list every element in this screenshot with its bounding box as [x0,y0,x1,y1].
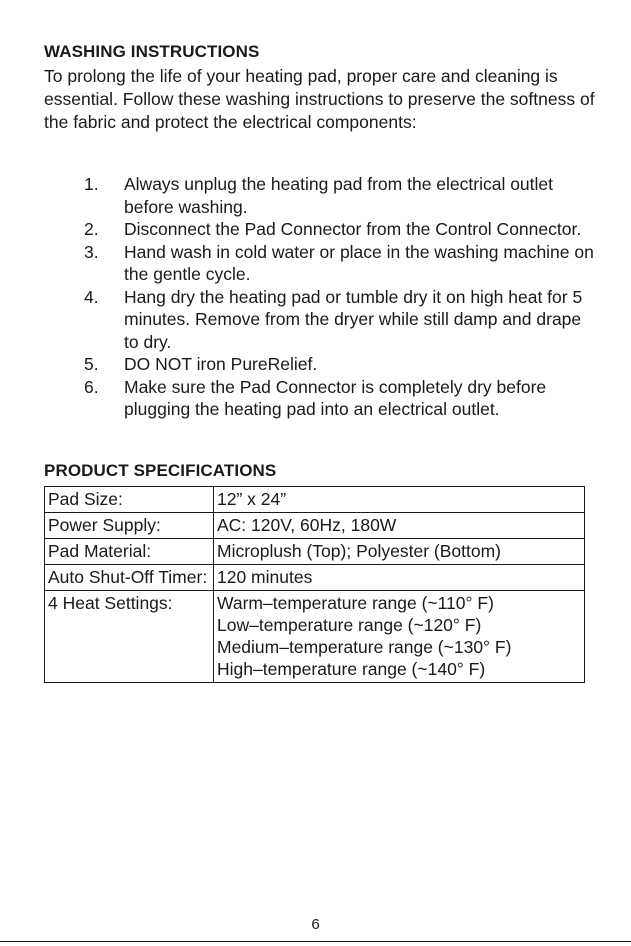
spec-value [214,591,585,683]
step-text: Always unplug the heating pad from the electrical outlet before washing. [124,174,554,217]
step-number: 3. [84,241,99,262]
heat-setting-line: Medium–temperature range (~130° F) [217,637,512,657]
specifications-table [44,486,585,683]
list-item [84,286,594,354]
heat-setting-line: Low–temperature range (~120° F) [217,615,482,635]
page-number: 6 [311,916,320,933]
washing-instructions-heading: WASHING INSTRUCTIONS [44,42,260,61]
table-row [45,565,585,591]
heat-setting-line: High–temperature range (~140° F) [217,659,486,679]
table-row [45,513,585,539]
list-item [84,241,594,286]
step-number: 6. [84,376,99,397]
table-row [45,539,585,565]
spec-label: Pad Size: [45,487,214,513]
step-number: 1. [84,174,99,194]
step-text: DO NOT iron PureRelief. [124,354,318,374]
step-text: Disconnect the Pad Connector from the Control Connector. [124,219,582,239]
step-text: Hang dry the heating pad or tumble dry it on high heat for 5 minutes. Remove from the dryer while still damp and drape to dry. [124,286,583,352]
bottom-divider [0,941,631,942]
heat-setting-line: Warm–temperature range (~110° F) [217,593,494,613]
spec-label: Power Supply: [45,513,214,539]
spec-value: 120 minutes [214,565,585,591]
list-item [84,376,594,421]
washing-intro-paragraph: To prolong the life of your heating pad, proper care and cleaning is essential. Follow these washing instructions to preserve the softness of the fabric and protect the electrical components: [44,66,595,132]
spec-label: Auto Shut-Off Timer: [45,565,214,591]
step-text: Make sure the Pad Connector is completely dry before plugging the heating pad into an electrical outlet. [124,376,547,419]
step-number: 5. [84,354,99,374]
spec-value: Microplush (Top); Polyester (Bottom) [214,539,585,565]
table-row [45,487,585,513]
list-item [84,173,594,218]
step-text: Hand wash in cold water or place in the washing machine on the gentle cycle. [124,241,594,284]
product-specifications-heading: PRODUCT SPECIFICATIONS [44,461,277,480]
step-number: 4. [84,286,99,307]
washing-steps-list [84,173,594,421]
table-row [45,591,585,683]
spec-label: 4 Heat Settings: [45,591,214,683]
spec-label: Pad Material: [45,539,214,565]
list-item [84,218,594,241]
list-item [84,353,594,376]
spec-value: 12” x 24” [214,487,585,513]
spec-value: AC: 120V, 60Hz, 180W [214,513,585,539]
step-number: 2. [84,219,99,239]
